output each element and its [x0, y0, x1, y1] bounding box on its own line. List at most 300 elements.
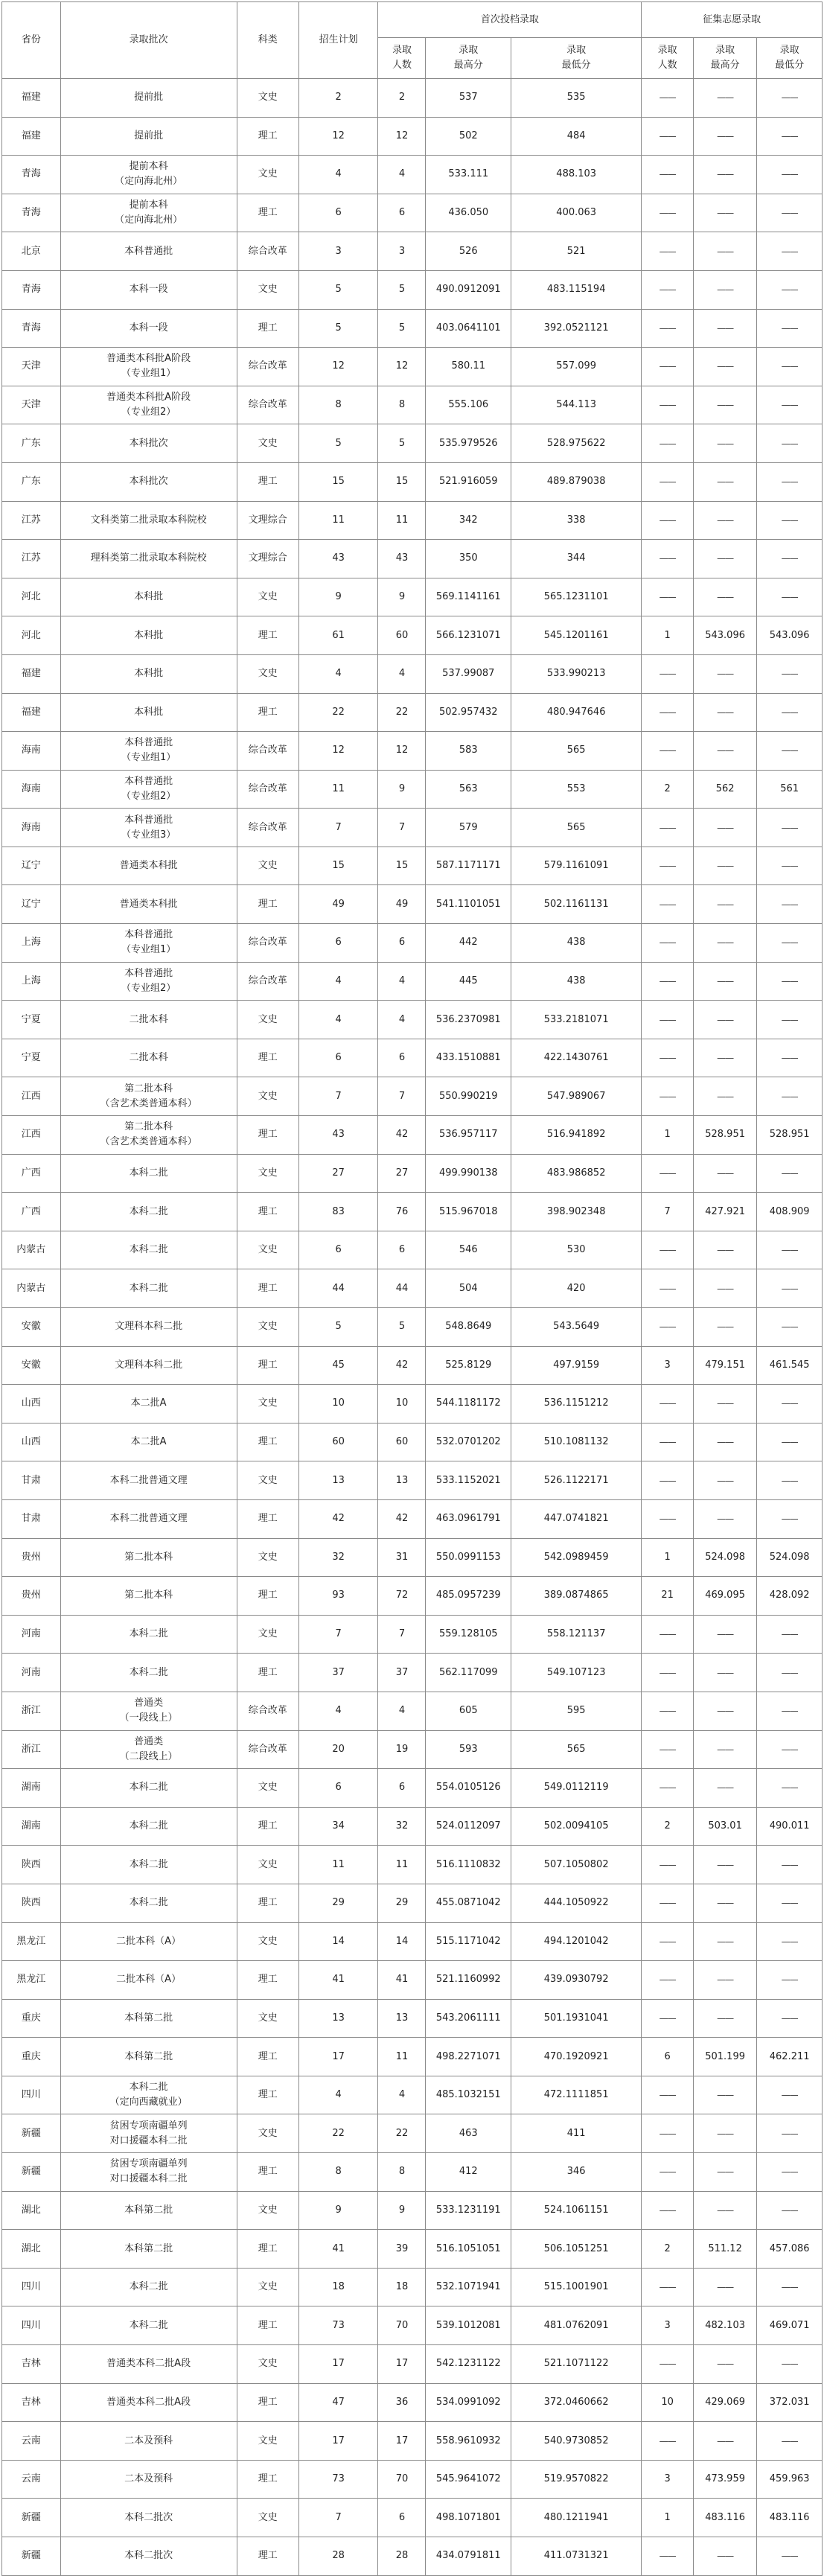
cell-first-min: 543.5649: [511, 1308, 642, 1347]
cell-batch: 本科批: [60, 654, 237, 693]
cell-batch: 本科二批: [60, 2268, 237, 2306]
cell-supp-count: ——: [642, 194, 694, 232]
cell-first-max: 532.1071941: [426, 2268, 511, 2306]
cell-first-min: 533.2181071: [511, 1001, 642, 1039]
cell-first-max: 579: [426, 809, 511, 847]
table-row: [2, 117, 823, 156]
cell-supp-min: ——: [757, 1884, 823, 1922]
cell-supp-count: ——: [642, 2076, 694, 2114]
cell-first-max: 342: [426, 501, 511, 540]
cell-category: 理工: [237, 2230, 298, 2269]
cell-province: 陕西: [2, 1846, 61, 1884]
cell-supp-min: ——: [757, 962, 823, 1001]
cell-province: 甘肃: [2, 1499, 61, 1538]
cell-first-min: 438: [511, 962, 642, 1001]
cell-supp-max: ——: [693, 885, 756, 924]
cell-first-max: 546: [426, 1231, 511, 1269]
cell-first-min: 579.1161091: [511, 847, 642, 885]
cell-supp-min: ——: [757, 1154, 823, 1193]
cell-first-max: 580.11: [426, 348, 511, 386]
cell-first-max: 436.050: [426, 194, 511, 232]
table-row: [2, 232, 823, 271]
cell-category: 综合改革: [237, 809, 298, 847]
cell-supp-count: ——: [642, 1615, 694, 1654]
cell-supp-min: ——: [757, 2422, 823, 2461]
cell-supp-count: 3: [642, 2306, 694, 2345]
cell-supp-count: ——: [642, 2422, 694, 2461]
cell-supp-count: 3: [642, 1346, 694, 1385]
cell-first-count: 2: [378, 79, 426, 118]
cell-plan: 9: [298, 578, 378, 616]
cell-plan: 6: [298, 194, 378, 232]
cell-supp-min: ——: [757, 1692, 823, 1730]
cell-first-count: 5: [378, 424, 426, 463]
cell-category: 理工: [237, 616, 298, 655]
cell-first-count: 31: [378, 1538, 426, 1577]
cell-supp-min: ——: [757, 1769, 823, 1808]
cell-supp-min: ——: [757, 2191, 823, 2230]
cell-category: 综合改革: [237, 1692, 298, 1730]
cell-province: 北京: [2, 232, 61, 271]
cell-supp-count: 2: [642, 2230, 694, 2269]
cell-first-count: 13: [378, 1999, 426, 2038]
cell-first-count: 7: [378, 1615, 426, 1654]
cell-province: 福建: [2, 117, 61, 156]
cell-batch: 本科第二批: [60, 2191, 237, 2230]
cell-supp-count: ——: [642, 1077, 694, 1116]
cell-first-min: 489.879038: [511, 462, 642, 501]
cell-batch: 本科一段: [60, 270, 237, 309]
cell-province: 江苏: [2, 540, 61, 578]
cell-first-max: 543.2061111: [426, 1999, 511, 2038]
cell-first-min: 547.989067: [511, 1077, 642, 1116]
cell-province: 海南: [2, 809, 61, 847]
cell-first-min: 420: [511, 1269, 642, 1308]
cell-supp-max: 511.12: [693, 2230, 756, 2269]
cell-plan: 7: [298, 809, 378, 847]
cell-batch: 二本及预科: [60, 2460, 237, 2499]
cell-supp-max: 501.199: [693, 2038, 756, 2076]
cell-supp-count: ——: [642, 1884, 694, 1922]
cell-plan: 3: [298, 232, 378, 271]
cell-first-count: 76: [378, 1193, 426, 1231]
cell-first-min: 411: [511, 2114, 642, 2153]
cell-category: 理工: [237, 885, 298, 924]
table-row: [2, 2383, 823, 2422]
cell-supp-min: ——: [757, 1961, 823, 2000]
cell-category: 综合改革: [237, 962, 298, 1001]
cell-province: 重庆: [2, 2038, 61, 2076]
cell-plan: 27: [298, 1154, 378, 1193]
table-row: [2, 2153, 823, 2192]
cell-supp-min: ——: [757, 885, 823, 924]
cell-first-max: 442: [426, 924, 511, 963]
cell-first-max: 490.0912091: [426, 270, 511, 309]
cell-province: 安徽: [2, 1346, 61, 1385]
cell-supp-max: ——: [693, 348, 756, 386]
header-batch: 录取批次: [60, 2, 237, 79]
cell-first-max: 534.0991092: [426, 2383, 511, 2422]
cell-supp-count: ——: [642, 693, 694, 732]
cell-category: 理工: [237, 2153, 298, 2192]
cell-first-count: 72: [378, 1577, 426, 1616]
cell-batch: 二本及预科: [60, 2422, 237, 2461]
cell-batch: 贫困专项南疆单列 对口援疆本科二批: [60, 2114, 237, 2153]
cell-supp-min: ——: [757, 1730, 823, 1769]
cell-province: 四川: [2, 2268, 61, 2306]
cell-batch: 二批本科: [60, 1039, 237, 1077]
cell-first-count: 27: [378, 1154, 426, 1193]
cell-plan: 7: [298, 1077, 378, 1116]
cell-province: 青海: [2, 194, 61, 232]
cell-first-min: 346: [511, 2153, 642, 2192]
cell-province: 上海: [2, 924, 61, 963]
cell-supp-count: ——: [642, 1961, 694, 2000]
cell-supp-max: ——: [693, 270, 756, 309]
cell-plan: 61: [298, 616, 378, 655]
cell-supp-count: ——: [642, 1654, 694, 1692]
cell-plan: 11: [298, 770, 378, 809]
table-row: [2, 1423, 823, 1461]
cell-first-count: 4: [378, 2076, 426, 2114]
cell-province: 内蒙古: [2, 1269, 61, 1308]
cell-first-count: 42: [378, 1346, 426, 1385]
cell-plan: 4: [298, 962, 378, 1001]
cell-supp-count: ——: [642, 809, 694, 847]
cell-category: 文史: [237, 654, 298, 693]
cell-supp-min: ——: [757, 809, 823, 847]
cell-batch: 文理科本科二批: [60, 1346, 237, 1385]
cell-first-max: 485.1032151: [426, 2076, 511, 2114]
cell-first-count: 11: [378, 501, 426, 540]
cell-batch: 提前批: [60, 79, 237, 118]
cell-plan: 17: [298, 2345, 378, 2384]
cell-plan: 32: [298, 1538, 378, 1577]
cell-supp-count: ——: [642, 501, 694, 540]
cell-category: 理工: [237, 462, 298, 501]
cell-supp-max: ——: [693, 1423, 756, 1461]
cell-supp-count: 1: [642, 1538, 694, 1577]
cell-category: 文史: [237, 1385, 298, 1424]
cell-province: 河南: [2, 1654, 61, 1692]
cell-batch: 本科一段: [60, 309, 237, 348]
cell-supp-count: ——: [642, 1846, 694, 1884]
cell-category: 文史: [237, 578, 298, 616]
cell-supp-min: ——: [757, 1461, 823, 1500]
cell-supp-max: 483.116: [693, 2499, 756, 2537]
cell-supp-min: ——: [757, 924, 823, 963]
table-row: [2, 2306, 823, 2345]
cell-batch: 文科类第二批录取本科院校: [60, 501, 237, 540]
cell-province: 新疆: [2, 2537, 61, 2576]
cell-province: 辽宁: [2, 847, 61, 885]
cell-batch: 理科类第二批录取本科院校: [60, 540, 237, 578]
cell-batch: 第二批本科 （含艺术类普通本科）: [60, 1077, 237, 1116]
cell-first-max: 587.1171171: [426, 847, 511, 885]
cell-category: 文史: [237, 847, 298, 885]
cell-first-max: 544.1181172: [426, 1385, 511, 1424]
cell-first-min: 533.990213: [511, 654, 642, 693]
cell-province: 四川: [2, 2306, 61, 2345]
table-row: [2, 1769, 823, 1808]
cell-plan: 5: [298, 1308, 378, 1347]
cell-province: 湖北: [2, 2191, 61, 2230]
cell-first-max: 498.2271071: [426, 2038, 511, 2076]
cell-batch: 本科普通批: [60, 232, 237, 271]
cell-plan: 9: [298, 2191, 378, 2230]
cell-first-max: 562.117099: [426, 1654, 511, 1692]
cell-supp-count: 7: [642, 1193, 694, 1231]
table-row: [2, 1577, 823, 1616]
cell-supp-max: ——: [693, 309, 756, 348]
cell-plan: 45: [298, 1346, 378, 1385]
table-row: [2, 1922, 823, 1961]
cell-category: 文史: [237, 79, 298, 118]
cell-batch: 普通类本科批: [60, 847, 237, 885]
cell-first-min: 535: [511, 79, 642, 118]
cell-first-max: 532.0701202: [426, 1423, 511, 1461]
cell-first-max: 545.9641072: [426, 2460, 511, 2499]
cell-batch: 第二批本科: [60, 1538, 237, 1577]
cell-batch: 本科普通批 （专业组1）: [60, 924, 237, 963]
cell-first-min: 483.115194: [511, 270, 642, 309]
cell-supp-count: ——: [642, 1001, 694, 1039]
cell-supp-max: ——: [693, 2153, 756, 2192]
cell-supp-min: ——: [757, 1846, 823, 1884]
cell-first-max: 521.916059: [426, 462, 511, 501]
table-row: [2, 2460, 823, 2499]
cell-category: 理工: [237, 1039, 298, 1077]
cell-supp-max: ——: [693, 1461, 756, 1500]
cell-supp-count: ——: [642, 1385, 694, 1424]
cell-first-count: 4: [378, 1692, 426, 1730]
cell-supp-min: ——: [757, 156, 823, 194]
header-supp-count: 录取 人数: [642, 38, 694, 79]
cell-supp-count: ——: [642, 924, 694, 963]
cell-plan: 49: [298, 885, 378, 924]
cell-supp-count: ——: [642, 462, 694, 501]
cell-supp-count: 21: [642, 1577, 694, 1616]
cell-first-min: 540.9730852: [511, 2422, 642, 2461]
cell-supp-max: ——: [693, 732, 756, 771]
cell-supp-max: ——: [693, 654, 756, 693]
cell-category: 理工: [237, 1269, 298, 1308]
table-row: [2, 1884, 823, 1922]
cell-first-min: 553: [511, 770, 642, 809]
cell-batch: 贫困专项南疆单列 对口援疆本科二批: [60, 2153, 237, 2192]
cell-supp-min: ——: [757, 348, 823, 386]
cell-plan: 12: [298, 732, 378, 771]
cell-province: 辽宁: [2, 885, 61, 924]
cell-plan: 93: [298, 1577, 378, 1616]
cell-first-min: 484: [511, 117, 642, 156]
cell-supp-count: ——: [642, 386, 694, 424]
table-row: [2, 2537, 823, 2576]
cell-supp-min: ——: [757, 2114, 823, 2153]
cell-plan: 5: [298, 309, 378, 348]
cell-first-max: 535.979526: [426, 424, 511, 463]
cell-plan: 4: [298, 1692, 378, 1730]
table-row: [2, 462, 823, 501]
cell-supp-min: ——: [757, 1654, 823, 1692]
cell-supp-count: ——: [642, 232, 694, 271]
cell-province: 新疆: [2, 2114, 61, 2153]
cell-supp-max: 479.151: [693, 1346, 756, 1385]
cell-supp-min: ——: [757, 1231, 823, 1269]
cell-first-count: 39: [378, 2230, 426, 2269]
cell-first-max: 350: [426, 540, 511, 578]
table-row: [2, 2422, 823, 2461]
cell-first-count: 44: [378, 1269, 426, 1308]
table-row: [2, 1308, 823, 1347]
cell-supp-count: ——: [642, 1730, 694, 1769]
cell-batch: 本科二批: [60, 1807, 237, 1846]
table-row: [2, 578, 823, 616]
cell-supp-min: ——: [757, 732, 823, 771]
cell-first-min: 565: [511, 809, 642, 847]
cell-plan: 47: [298, 2383, 378, 2422]
cell-first-max: 502.957432: [426, 693, 511, 732]
cell-first-max: 445: [426, 962, 511, 1001]
table-row: [2, 1154, 823, 1193]
cell-province: 江西: [2, 1116, 61, 1155]
table-row: [2, 1961, 823, 2000]
cell-supp-min: ——: [757, 386, 823, 424]
cell-plan: 44: [298, 1269, 378, 1308]
cell-first-count: 9: [378, 2191, 426, 2230]
cell-supp-max: ——: [693, 79, 756, 118]
cell-first-count: 6: [378, 924, 426, 963]
cell-first-max: 536.2370981: [426, 1001, 511, 1039]
cell-supp-max: ——: [693, 1730, 756, 1769]
cell-first-min: 530: [511, 1231, 642, 1269]
cell-supp-max: ——: [693, 1154, 756, 1193]
cell-first-count: 4: [378, 156, 426, 194]
cell-supp-min: ——: [757, 1001, 823, 1039]
cell-province: 福建: [2, 693, 61, 732]
cell-first-count: 42: [378, 1499, 426, 1538]
cell-first-min: 526.1122171: [511, 1461, 642, 1500]
cell-supp-count: ——: [642, 1231, 694, 1269]
cell-supp-max: 528.951: [693, 1116, 756, 1155]
cell-plan: 17: [298, 2422, 378, 2461]
cell-batch: 普通类本科二批A段: [60, 2345, 237, 2384]
cell-first-max: 498.1071801: [426, 2499, 511, 2537]
cell-supp-count: ——: [642, 117, 694, 156]
cell-supp-count: ——: [642, 1922, 694, 1961]
cell-supp-count: ——: [642, 2345, 694, 2384]
cell-first-count: 37: [378, 1654, 426, 1692]
cell-first-min: 472.1111851: [511, 2076, 642, 2114]
cell-supp-min: ——: [757, 1423, 823, 1461]
cell-supp-max: ——: [693, 2114, 756, 2153]
cell-supp-min: 461.545: [757, 1346, 823, 1385]
cell-supp-max: 543.096: [693, 616, 756, 655]
cell-batch: 本科二批: [60, 1193, 237, 1231]
cell-supp-max: ——: [693, 1654, 756, 1692]
cell-first-max: 499.990138: [426, 1154, 511, 1193]
cell-first-min: 400.063: [511, 194, 642, 232]
cell-supp-min: ——: [757, 1385, 823, 1424]
table-row: [2, 616, 823, 655]
cell-first-count: 6: [378, 1039, 426, 1077]
table-header: [2, 2, 823, 79]
cell-supp-count: 1: [642, 1116, 694, 1155]
cell-plan: 4: [298, 654, 378, 693]
cell-supp-max: ——: [693, 540, 756, 578]
cell-supp-count: 2: [642, 1807, 694, 1846]
cell-province: 青海: [2, 309, 61, 348]
cell-category: 文史: [237, 1077, 298, 1116]
cell-supp-count: ——: [642, 79, 694, 118]
cell-category: 文史: [237, 1615, 298, 1654]
cell-supp-count: 6: [642, 2038, 694, 2076]
cell-province: 内蒙古: [2, 1231, 61, 1269]
cell-plan: 22: [298, 2114, 378, 2153]
table-row: [2, 1461, 823, 1500]
cell-province: 江苏: [2, 501, 61, 540]
cell-plan: 12: [298, 117, 378, 156]
cell-first-count: 4: [378, 1001, 426, 1039]
cell-supp-max: ——: [693, 194, 756, 232]
cell-supp-min: ——: [757, 117, 823, 156]
cell-supp-min: ——: [757, 2076, 823, 2114]
cell-category: 文史: [237, 424, 298, 463]
cell-batch: 本科批次: [60, 462, 237, 501]
cell-batch: 本科批: [60, 578, 237, 616]
table-row: [2, 2230, 823, 2269]
cell-plan: 60: [298, 1423, 378, 1461]
cell-first-count: 22: [378, 693, 426, 732]
cell-first-min: 595: [511, 1692, 642, 1730]
table-row: [2, 1231, 823, 1269]
cell-first-count: 19: [378, 1730, 426, 1769]
header-province: 省份: [2, 2, 61, 79]
cell-province: 黑龙江: [2, 1961, 61, 2000]
cell-category: 文理综合: [237, 501, 298, 540]
cell-category: 理工: [237, 194, 298, 232]
cell-supp-max: 524.098: [693, 1538, 756, 1577]
table-row: [2, 501, 823, 540]
table-row: [2, 194, 823, 232]
cell-category: 文史: [237, 1001, 298, 1039]
cell-province: 河北: [2, 616, 61, 655]
cell-first-min: 480.947646: [511, 693, 642, 732]
cell-supp-min: ——: [757, 1269, 823, 1308]
cell-supp-max: ——: [693, 1999, 756, 2038]
cell-province: 海南: [2, 770, 61, 809]
cell-supp-count: ——: [642, 2114, 694, 2153]
cell-province: 山西: [2, 1385, 61, 1424]
cell-first-count: 15: [378, 462, 426, 501]
cell-province: 广东: [2, 462, 61, 501]
cell-supp-min: 408.909: [757, 1193, 823, 1231]
cell-supp-count: ——: [642, 885, 694, 924]
cell-first-min: 536.1151212: [511, 1385, 642, 1424]
table-row: [2, 1654, 823, 1692]
cell-first-count: 9: [378, 578, 426, 616]
cell-supp-min: 372.031: [757, 2383, 823, 2422]
cell-first-max: 583: [426, 732, 511, 771]
cell-plan: 15: [298, 847, 378, 885]
cell-supp-max: ——: [693, 1692, 756, 1730]
cell-first-min: 558.121137: [511, 1615, 642, 1654]
cell-plan: 2: [298, 79, 378, 118]
cell-supp-count: ——: [642, 309, 694, 348]
cell-province: 福建: [2, 654, 61, 693]
cell-supp-min: ——: [757, 462, 823, 501]
cell-category: 文理综合: [237, 540, 298, 578]
